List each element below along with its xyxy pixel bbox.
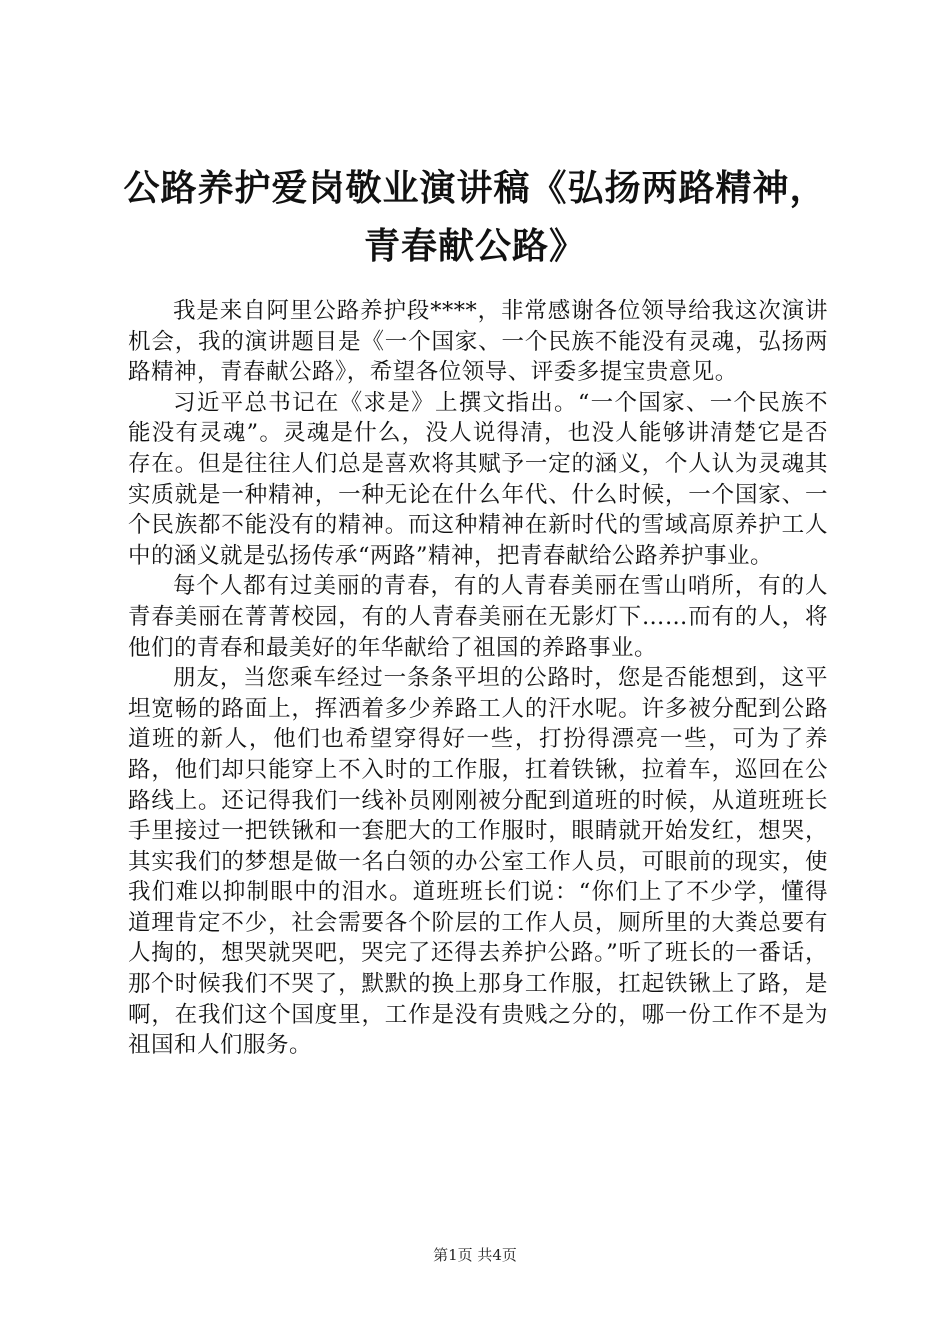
paragraph: 习近平总书记在《求是》上撰文指出。“一个国家、一个民族不能没有灵魂”。灵魂是什么，没人说得清，也没人能够讲清楚它是否存在。但是往往人们总是喜欢将其赋予一定的涵义，个人认为灵魂其实质就是一种精神，一种无论在什么年代、什么时候，一个国家、一个民族都不能没有的精神。而这种精神在新时代的雪域高原养护工人中的涵义就是弘扬传承“两路”精神，把青春献给公路养护事业。 [128, 389, 828, 569]
paragraph: 每个人都有过美丽的青春，有的人青春美丽在雪山哨所，有的人青春美丽在菁菁校园，有的人青春美丽在无影灯下……而有的人，将他们的青春和最美好的年华献给了祖国的养路事业。 [128, 573, 828, 661]
paragraph: 我是来自阿里公路养护段****，非常感谢各位领导给我这次演讲机会，我的演讲题目是《一个国家、一个民族不能没有灵魂，弘扬两路精神，青春献公路》，希望各位领导、评委多提宝贵意见。 [128, 298, 828, 386]
page-number-footer: 第1页 共4页 [433, 1246, 517, 1264]
paragraph: 朋友，当您乘车经过一条条平坦的公路时，您是否能想到，这平坦宽畅的路面上，挥洒着多少养路工人的汗水呢。许多被分配到公路道班的新人，他们也希望穿得好一些，打扮得漂亮一些，可为了养路，他们却只能穿上不入时的工作服，扛着铁锹，拉着车，巡回在公路线上。还记得我们一线补员刚刚被分配到道班的时候，从道班班长手里接过一把铁锹和一套肥大的工作服时，眼睛就开始发红，想哭，其实我们的梦想是做一名白领的办公室工作人员，可眼前的现实，使我们难以抑制眼中的泪水。道班班长们说：“你们上了不少学，懂得道理肯定不少，社会需要各个阶层的工作人员，厕所里的大粪总要有人掏的，想哭就哭吧，哭完了还得去养护公路。”听了班长的一番话，那个时候我们不哭了，默默的换上那身工作服，扛起铁锹上了路，是啊，在我们这个国度里，工作是没有贵贱之分的，哪一份工作不是为祖国和人们服务。 [128, 665, 828, 1059]
document-body [128, 296, 828, 1061]
document-title: 公路养护爱岗敬业演讲稿《弘扬两路精神，青春献公路》 [123, 168, 827, 267]
